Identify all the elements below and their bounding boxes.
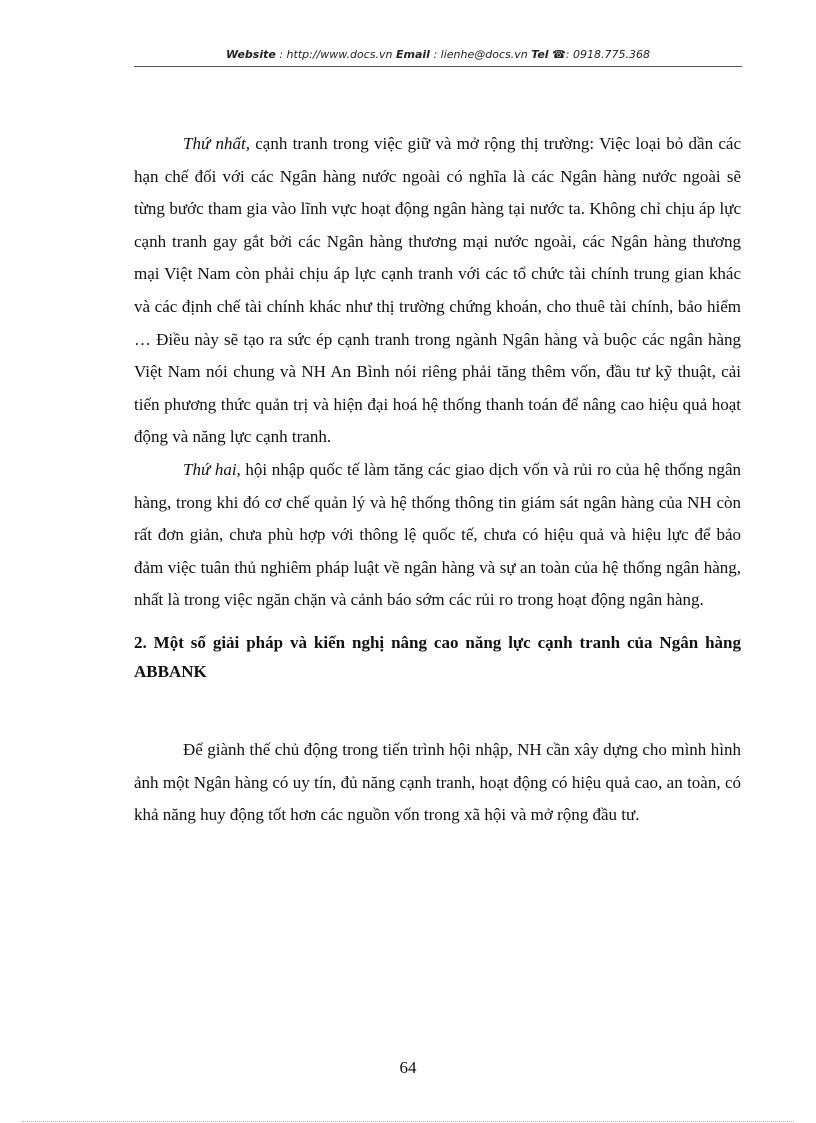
paragraph-lead: Thứ hai, bbox=[183, 459, 241, 479]
phone-icon: ☎ bbox=[552, 48, 566, 61]
paragraph-text: cạnh tranh trong việc giữ và mở rộng thị trường: Việc loại bỏ dần các hạn chế đối với các Ngân hàng nước ngoài có nghĩa là các Ngân hàng nước ngoài sẽ từng bước tham gia vào lĩnh vực hoạt động ngân hàng tại nước ta. Không chỉ chịu áp lực cạnh tranh gay gắt bởi các Ngân hàng thương mại nước ngoài, các Ngân hàng thương mại Việt Nam còn phải chịu áp lực cạnh tranh với các tổ chức tài chính trung gian khác và các định chế tài chính khác như thị trường chứng khoán, cho thuê tài chính, bảo hiểm … Điều này sẽ tạo ra sức ép cạnh tranh trong ngành Ngân hàng và buộc các ngân hàng Việt Nam nói chung và NH An Bình nói riêng phải tăng thêm vốn, đầu tư kỹ thuật, cải tiến phương thức quản trị và hiện đại hoá hệ thống thanh toán để nâng cao hiệu quả hoạt động và năng lực cạnh tranh. bbox=[134, 134, 741, 447]
tel-value: : 0918.775.368 bbox=[565, 48, 650, 61]
website-label: Website bbox=[226, 48, 276, 61]
paragraph-thu-hai bbox=[134, 454, 741, 617]
tel-label: Tel bbox=[531, 48, 549, 61]
email-label: Email bbox=[396, 48, 430, 61]
paragraph-solution-intro: Để giành thế chủ động trong tiến trình hội nhập, NH cần xây dựng cho mình hình ảnh một Ngân hàng có uy tín, đủ năng cạnh tranh, hoạt động có hiệu quả cao, an toàn, có khả năng huy động tốt hơn các nguồn vốn trong xã hội và mở rộng đầu tư. bbox=[134, 739, 741, 825]
paragraph-lead: Thứ nhất, bbox=[183, 134, 250, 153]
page-bottom-border bbox=[22, 1121, 794, 1122]
section-heading: 2. Một số giải pháp và kiến nghị nâng cao năng lực cạnh tranh của Ngân hàng ABBANK bbox=[134, 632, 741, 681]
page-number: 64 bbox=[399, 1058, 417, 1077]
paragraph-thu-nhat bbox=[134, 128, 741, 454]
website-value: : http://www.docs.vn bbox=[279, 48, 393, 61]
document-body bbox=[134, 128, 741, 832]
paragraph-text: hội nhập quốc tế làm tăng các giao dịch vốn và rủi ro của hệ thống ngân hàng, trong khi đó cơ chế quản lý và hệ thống thông tin giám sát ngân hàng của NH còn rất đơn giản, chưa phù hợp với thông lệ quốc tế, chưa có hiệu quả và hiệu lực để bảo đảm việc tuân thủ nghiêm pháp luật về ngân hàng và sự an toàn của hệ thống ngân hàng, nhất là trong việc ngăn chặn và cảnh báo sớm các rủi ro trong hoạt động ngân hàng. bbox=[134, 459, 742, 610]
header-divider bbox=[134, 66, 742, 67]
page-header bbox=[134, 48, 742, 66]
email-value: : lienhe@docs.vn bbox=[433, 48, 528, 61]
